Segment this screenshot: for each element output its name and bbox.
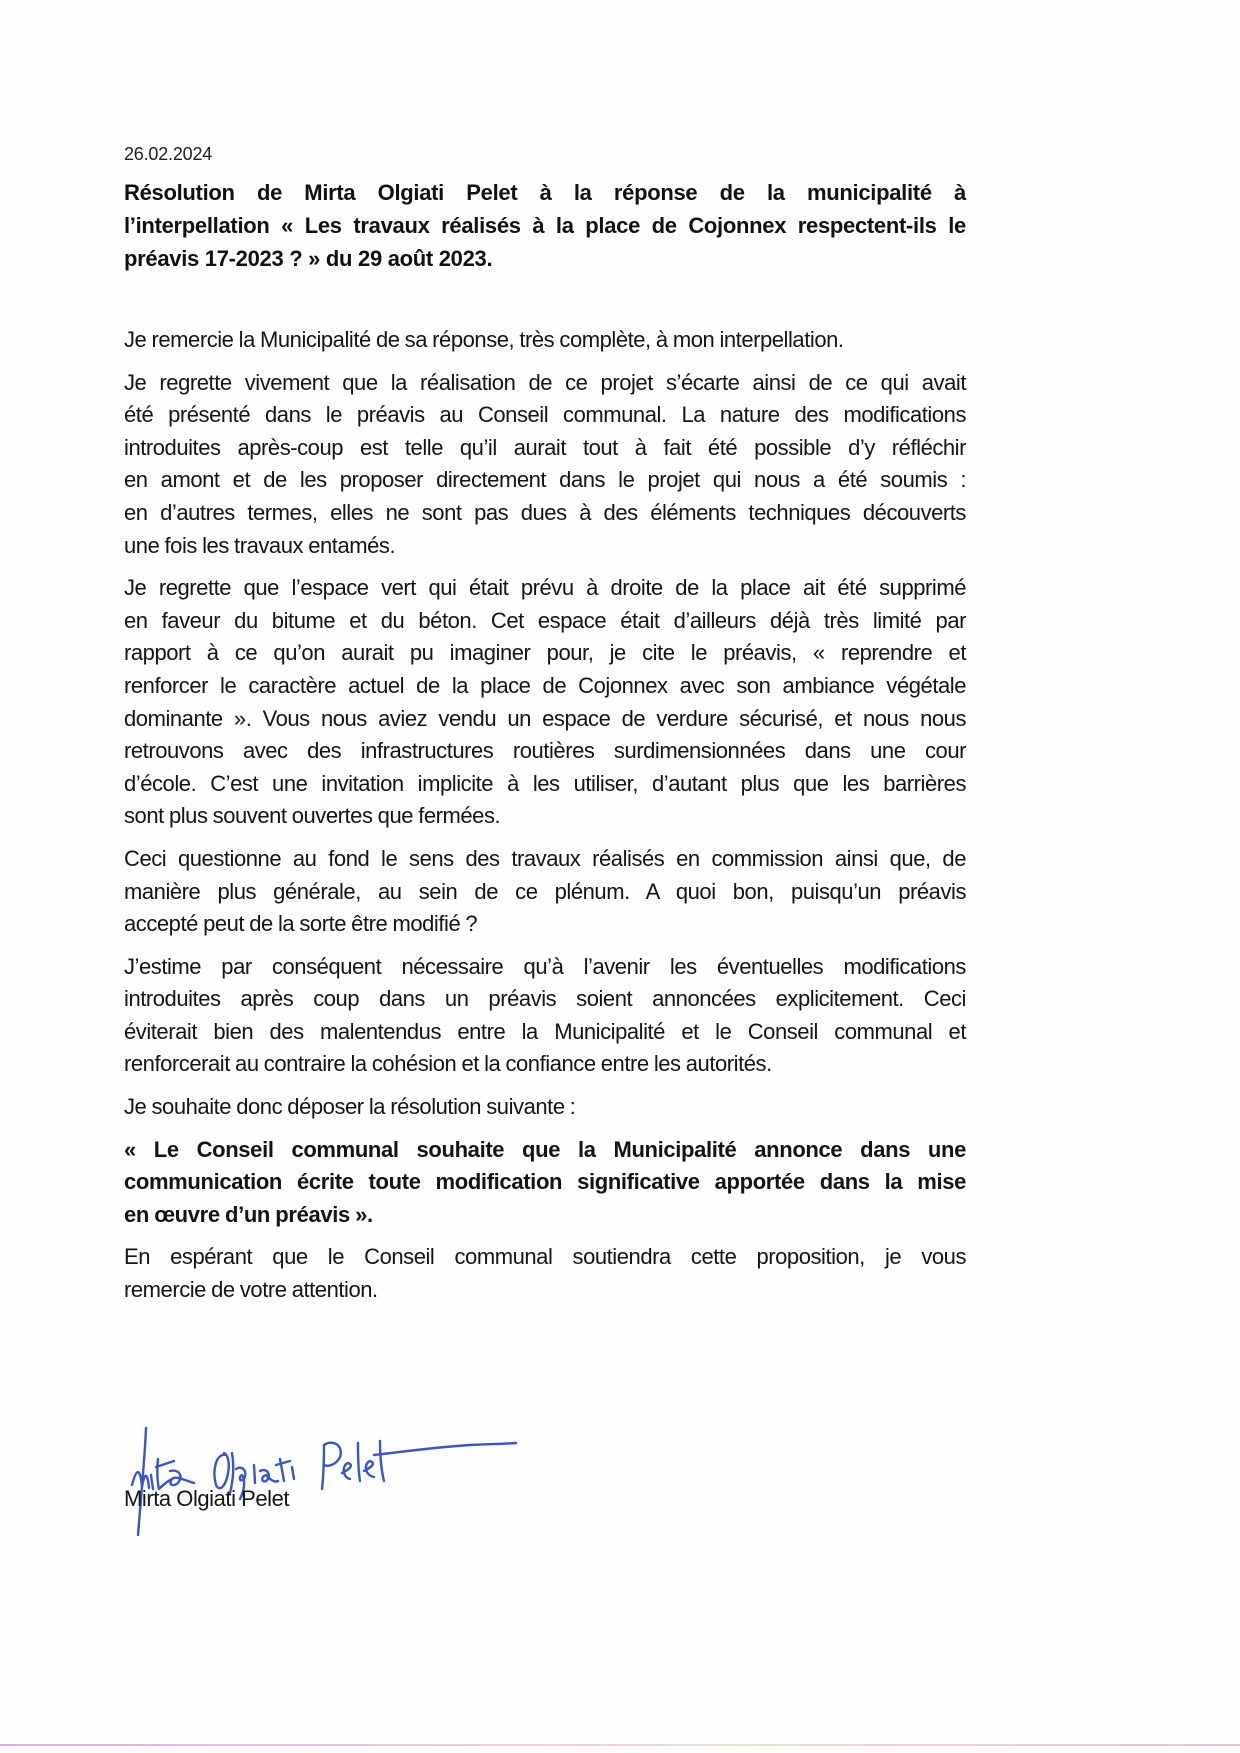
text-line: En espérant que le Conseil communal soutiendra cette proposition, je vous xyxy=(124,1244,966,1270)
text-line: introduites après coup dans un préavis soient annoncées explicitement. Ceci xyxy=(124,986,966,1012)
text-line: remercie de votre attention. xyxy=(124,1277,378,1303)
text-line: J’estime par conséquent nécessaire qu’à l’avenir les éventuelles modifications xyxy=(124,953,966,979)
paragraph-closing xyxy=(124,1241,966,1306)
document-body xyxy=(124,324,966,1317)
paragraph-questioning xyxy=(124,843,966,941)
paragraph-green-space xyxy=(124,572,966,833)
text-line: Je regrette vivement que la réalisation de ce projet s’écarte ainsi de ce qui avait xyxy=(124,369,966,395)
text-line: retrouvons avec des infrastructures routières surdimensionnées dans une cour xyxy=(124,738,966,764)
text-line: communication écrite toute modification significative apportée dans la mise xyxy=(124,1169,966,1195)
text-line: en œuvre d’un préavis ». xyxy=(124,1201,373,1227)
text-line: en faveur du bitume et du béton. Cet espace était d’ailleurs déjà très limité par xyxy=(124,607,966,633)
text-line: Je souhaite donc déposer la résolution suivante : xyxy=(124,1094,576,1120)
resolution-text xyxy=(124,1134,966,1232)
document-date: 26.02.2024 xyxy=(124,144,213,164)
text-line: en d’autres termes, elles ne sont pas dues à des éléments techniques découverts xyxy=(124,499,966,525)
paragraph-proposal xyxy=(124,951,966,1081)
document-title xyxy=(124,176,966,275)
text-line: dominante ». Vous nous aviez vendu un espace de verdure sécurisé, et nous nous xyxy=(124,705,966,731)
paragraph-intro-resolution xyxy=(124,1091,966,1124)
signatory-name: Mirta Olgiati Pelet xyxy=(124,1486,290,1511)
title-line: Résolution de Mirta Olgiati Pelet à la réponse de la municipalité à xyxy=(124,180,966,205)
text-line: rapport à ce qu’on aurait pu imaginer pour, je cite le préavis, « reprendre et xyxy=(124,640,966,666)
title-line: l’interpellation « Les travaux réalisés à la place de Cojonnex respectent-ils le xyxy=(124,213,966,238)
text-line: été présenté dans le préavis au Conseil communal. La nature des modifications xyxy=(124,402,966,428)
text-line: une fois les travaux entamés. xyxy=(124,532,396,558)
text-line: en amont et de les proposer directement dans le projet qui nous a été soumis : xyxy=(124,467,966,493)
text-line: renforcer le caractère actuel de la place de Cojonnex avec son ambiance végétale xyxy=(124,672,966,698)
scan-artifact-line xyxy=(0,1744,1240,1746)
text-line: sont plus souvent ouvertes que fermées. xyxy=(124,803,501,829)
text-line: éviterait bien des malentendus entre la Municipalité et le Conseil communal et xyxy=(124,1018,966,1044)
text-line: Ceci questionne au fond le sens des travaux réalisés en commission ainsi que, de xyxy=(124,845,966,871)
text-line: Je regrette que l’espace vert qui était prévu à droite de la place ait été supprimé xyxy=(124,575,966,601)
text-line: accepté peut de la sorte être modifié ? xyxy=(124,911,478,937)
paragraph-thanks xyxy=(124,324,966,357)
text-line: d’école. C’est une invitation implicite à les utiliser, d’autant plus que les barrières xyxy=(124,770,966,796)
text-line: « Le Conseil communal souhaite que la Municipalité annonce dans une xyxy=(124,1136,966,1162)
text-line: manière plus générale, au sein de ce plénum. A quoi bon, puisqu’un préavis xyxy=(124,878,966,904)
title-line: préavis 17-2023 ? » du 29 août 2023. xyxy=(124,246,493,271)
text-line: Je remercie la Municipalité de sa réponse, très complète, à mon interpellation. xyxy=(124,327,844,352)
text-line: introduites après-coup est telle qu’il aurait tout à fait été possible d’y réfléchir xyxy=(124,434,966,460)
paragraph-regret-deviation xyxy=(124,367,966,563)
text-line: renforcerait au contraire la cohésion et la confiance entre les autorités. xyxy=(124,1051,772,1077)
